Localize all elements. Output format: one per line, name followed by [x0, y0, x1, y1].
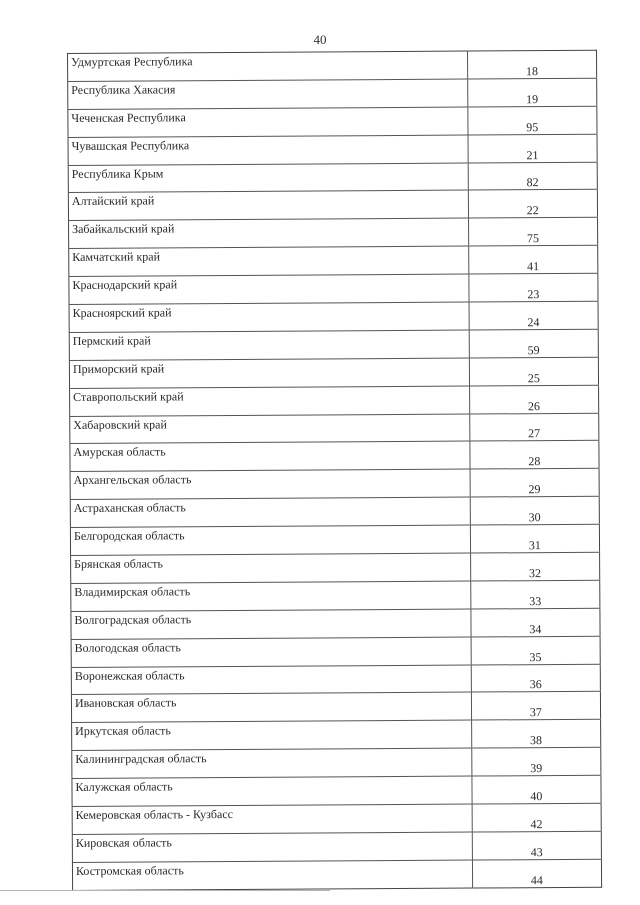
region-code-cell: 28 [470, 441, 600, 470]
region-name-cell: Волгоградская область [71, 609, 471, 639]
region-code-cell: 22 [468, 190, 598, 219]
table-row [69, 357, 598, 388]
table-body [68, 50, 602, 890]
table-row [71, 636, 600, 667]
region-name-cell: Костромская область [72, 860, 472, 890]
table-row [69, 329, 598, 360]
region-name-cell: Красноярский край [69, 302, 469, 332]
region-code-cell: 95 [467, 106, 597, 135]
region-code-cell: 29 [470, 469, 600, 498]
table-row [68, 106, 597, 137]
table-row [72, 831, 601, 862]
table-row [69, 273, 598, 304]
region-name-cell: Чеченская Республика [68, 107, 468, 137]
region-code-cell: 75 [468, 218, 598, 247]
table-row [69, 301, 598, 332]
table-row [71, 692, 600, 723]
region-code-cell: 34 [471, 608, 601, 637]
table-row [68, 50, 597, 81]
table-row [72, 775, 601, 806]
region-code-cell: 82 [468, 162, 598, 191]
region-name-cell: Вологодская область [71, 637, 471, 667]
region-name-cell: Хабаровский край [70, 414, 470, 444]
region-code-cell: 33 [470, 580, 600, 609]
table-row [72, 720, 601, 751]
region-code-cell: 21 [468, 134, 598, 163]
region-name-cell: Приморский край [69, 358, 469, 388]
region-name-cell: Архангельская область [70, 469, 470, 499]
table-row [68, 78, 597, 109]
table-row [70, 413, 599, 444]
table-row [71, 664, 600, 695]
table-row [72, 859, 601, 890]
table-row [69, 245, 598, 276]
region-code-cell: 19 [467, 78, 597, 107]
region-name-cell: Амурская область [70, 442, 470, 472]
region-name-cell: Удмуртская Республика [68, 51, 468, 81]
region-name-cell: Брянская область [71, 553, 471, 583]
region-code-cell: 35 [471, 636, 601, 665]
region-name-cell: Калужская область [72, 776, 472, 806]
region-name-cell: Кировская область [72, 832, 472, 862]
region-code-cell: 41 [468, 245, 598, 274]
table-row [71, 552, 600, 583]
region-code-cell: 30 [470, 497, 600, 526]
region-name-cell: Кемеровская область - Кузбасс [72, 804, 472, 834]
region-code-cell: 32 [470, 552, 600, 581]
region-name-cell: Камчатский край [69, 246, 469, 276]
region-name-cell: Пермский край [69, 330, 469, 360]
table-row [70, 497, 599, 528]
table-row [71, 608, 600, 639]
region-code-cell: 36 [471, 664, 601, 693]
region-name-cell: Калининградская область [72, 748, 472, 778]
region-name-cell: Астраханская область [70, 497, 470, 527]
table-row [70, 469, 599, 500]
table-row [72, 803, 601, 834]
region-name-cell: Воронежская область [71, 665, 471, 695]
region-name-cell: Алтайский край [68, 191, 468, 221]
region-code-cell: 37 [471, 692, 601, 721]
region-code-cell: 43 [472, 831, 602, 860]
table-row [68, 162, 597, 193]
region-code-cell: 31 [470, 524, 600, 553]
table-row [71, 580, 600, 611]
region-code-cell: 42 [472, 803, 602, 832]
region-code-cell: 26 [469, 385, 599, 414]
region-code-cell: 38 [471, 720, 601, 749]
region-code-cell: 40 [472, 775, 602, 804]
region-name-cell: Забайкальский край [69, 218, 469, 248]
region-code-cell: 44 [472, 859, 602, 888]
region-name-cell: Краснодарский край [69, 274, 469, 304]
region-code-cell: 24 [469, 301, 599, 330]
region-code-cell: 25 [469, 357, 599, 386]
region-name-cell: Белгородская область [70, 525, 470, 555]
table-row [70, 441, 599, 472]
page-number: 40 [313, 32, 327, 47]
region-name-cell: Республика Хакасия [68, 79, 468, 109]
region-code-cell: 18 [525, 64, 538, 79]
region-name-cell: Ставропольский край [70, 386, 470, 416]
scan-edge-line [0, 890, 330, 891]
table-row [69, 218, 598, 249]
region-name-cell: Республика Крым [68, 163, 468, 193]
region-name-cell: Иркутская область [72, 720, 472, 750]
table-row [70, 524, 599, 555]
region-code-cell: 59 [469, 329, 599, 358]
table-row [72, 748, 601, 779]
table-row [68, 190, 597, 221]
region-name-cell: Ивановская область [71, 693, 471, 723]
region-code-cell: 27 [469, 413, 599, 442]
region-name-cell: Владимирская область [71, 581, 471, 611]
table-row [70, 385, 599, 416]
region-codes-table [67, 50, 602, 891]
region-name-cell: Чувашская Республика [68, 135, 468, 165]
region-code-cell: 23 [468, 273, 598, 302]
table-row [68, 134, 597, 165]
region-code-cell: 39 [471, 748, 601, 777]
